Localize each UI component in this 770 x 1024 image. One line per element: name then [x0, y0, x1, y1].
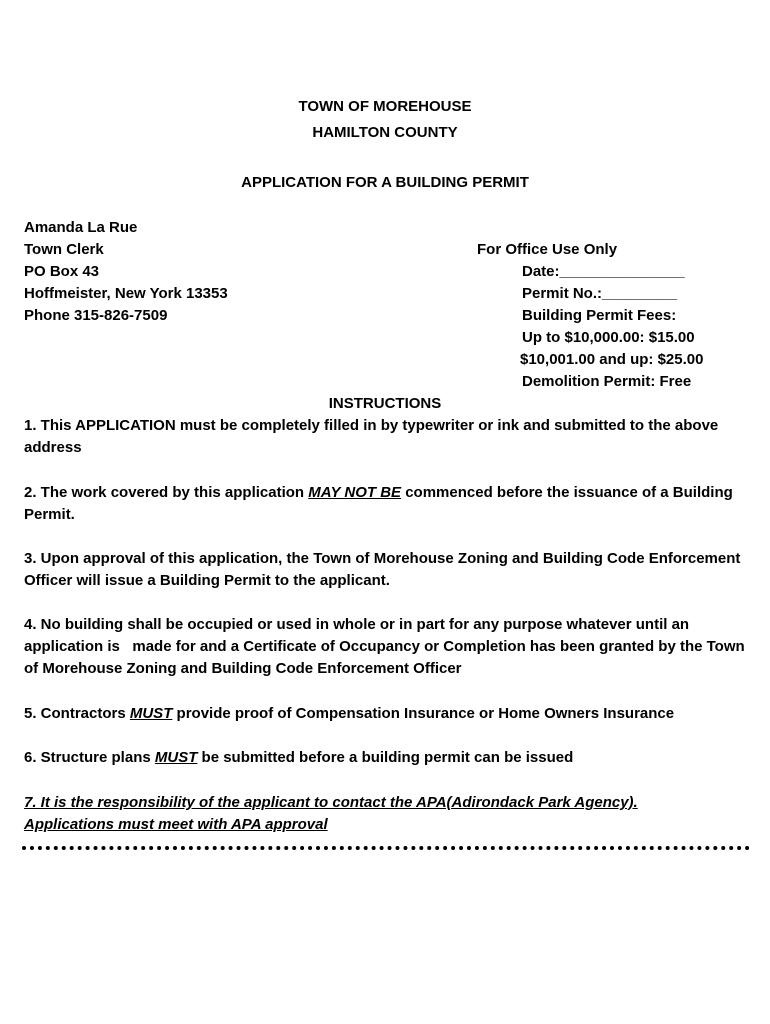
phone-number: Phone 315-826-7509	[24, 307, 168, 324]
instruction-7-line-1: 7. It is the responsibility of the applicant to contact the APA(Adirondack Park Agency).	[24, 794, 638, 811]
clerk-title: Town Clerk	[24, 241, 104, 258]
office-date-field: Date:_______________	[522, 263, 685, 280]
fee-tier-1: Up to $10,000.00: $15.00	[522, 329, 695, 346]
instruction-5-emphasis: MUST	[129, 705, 173, 722]
fee-tier-2: $10,001.00 and up: $25.00	[520, 351, 704, 368]
instruction-2-emphasis: MAY NOT BE	[308, 484, 402, 501]
office-use-heading: For Office Use Only	[477, 241, 618, 258]
instruction-6-text-a: 6. Structure plans	[24, 749, 155, 766]
dotted-separator	[22, 846, 750, 850]
town-heading: TOWN OF MOREHOUSE	[298, 98, 472, 115]
instruction-2-text-a: 2. The work covered by this application	[24, 484, 309, 501]
instruction-5	[24, 703, 754, 725]
form-title: APPLICATION FOR A BUILDING PERMIT	[241, 174, 529, 191]
clerk-name: Amanda La Rue	[24, 219, 138, 236]
instruction-3: 3. Upon approval of this application, the Town of Morehouse Zoning and Building Code Enforcement Officer will issue a Building Permit to the applicant.	[24, 550, 741, 589]
fee-demolition: Demolition Permit: Free	[522, 373, 692, 390]
instruction-5-text-b: provide proof of Compensation Insurance or Home Owners Insurance	[172, 705, 675, 722]
instructions-heading: INSTRUCTIONS	[328, 395, 442, 412]
instruction-6-text-b: be submitted before a building permit can be issued	[197, 749, 574, 766]
office-permit-number-field: Permit No.:_________	[522, 285, 678, 302]
po-box: PO Box 43	[24, 263, 100, 280]
fees-heading: Building Permit Fees:	[522, 307, 677, 324]
instruction-4: 4. No building shall be occupied or used in whole or in part for any purpose whatever until an application is made for and a Certificate of Occupancy or Completion has been granted by the Town of Morehouse Zoning and Building Code Enforcement Officer	[24, 616, 749, 677]
city-state-zip: Hoffmeister, New York 13353	[24, 285, 228, 302]
county-heading: HAMILTON COUNTY	[312, 124, 458, 141]
instruction-2	[24, 482, 754, 526]
instruction-6	[24, 747, 754, 769]
instruction-5-text-a: 5. Contractors	[24, 705, 130, 722]
instruction-2-text-b: commenced before the issuance of a Building Permit.	[24, 484, 733, 523]
instruction-7-line-2: Applications must meet with APA approval	[24, 816, 328, 833]
instruction-6-emphasis: MUST	[154, 749, 198, 766]
instruction-1: 1. This APPLICATION must be completely filled in by typewriter or ink and submitted to the above address	[24, 417, 719, 456]
